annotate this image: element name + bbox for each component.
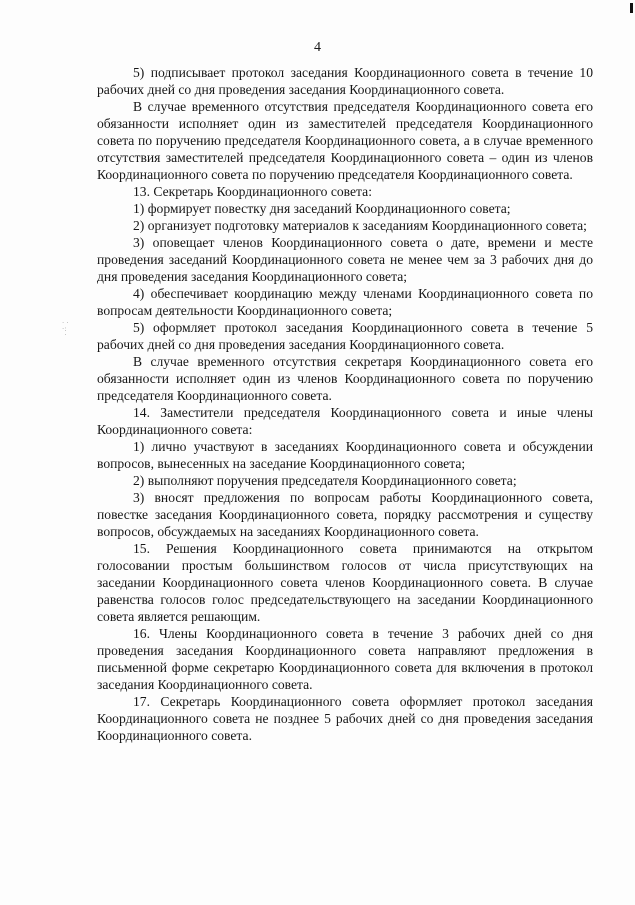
paragraph: 1) формирует повестку дня заседаний Координационного совета; <box>133 201 511 216</box>
paragraph: 4) обеспечивает координацию между членами Координационного совета по вопросам деятельности Координационного совета; <box>97 286 593 318</box>
paragraph: 17. Секретарь Координационного совета оформляет протокол заседания Координационного совета не позднее 5 рабочих дней со дня проведения заседания Координационного совета. <box>97 694 593 743</box>
scan-edge-mark <box>630 3 633 13</box>
paragraph: 3) оповещает членов Координационного совета о дате, времени и месте проведения заседаний Координационного совета не менее чем за 3 рабочих дня до дня проведения заседания Координационного совета; <box>97 235 593 284</box>
paragraph: 16. Члены Координационного совета в течение 3 рабочих дней со дня проведения заседания Координационного совета направляют предложения в письменной форме секретарю Координационного совета для включения в протокол заседания Координационного совета. <box>97 626 593 692</box>
paragraph: 1) лично участвуют в заседаниях Координационного совета и обсуждении вопросов, вынесенных на заседание Координационного совета; <box>97 439 593 471</box>
paragraph: 3) вносят предложения по вопросам работы Координационного совета, повестке заседания Координационного совета, порядку рассмотрения и существу вопросов, обсуждаемых на заседаниях Координационного совета. <box>97 490 593 539</box>
paragraph: 13. Секретарь Координационного совета: <box>133 184 372 199</box>
scan-speckles: · · ·: · <box>62 319 69 339</box>
paragraph: 2) выполняют поручения председателя Координационного совета; <box>133 473 517 488</box>
page-number: 4 <box>314 40 321 55</box>
paragraph: В случае временного отсутствия секретаря Координационного совета его обязанности исполняет один из членов Координационного совета по поручению председателя Координационного совета. <box>97 354 593 403</box>
paragraph: 5) подписывает протокол заседания Координационного совета в течение 10 рабочих дней со дня проведения заседания Координационного совета. <box>97 65 593 97</box>
paragraph: 15. Решения Координационного совета принимаются на открытом голосовании простым большинством голосов от числа присутствующих на заседании Координационного совета членов Координационного совета. В случае равенства голосов голос председательствующего на заседании Координационного совета является решающим. <box>97 541 593 624</box>
paragraph: В случае временного отсутствия председателя Координационного совета его обязанности исполняет один из заместителей председателя Координационного совета по поручению председателя Координационного совета, а в случае временного отсутствия заместителей председателя Координационного совета – один из членов Координационного совета по поручению председателя Координационного совета. <box>97 99 593 182</box>
document-body <box>97 64 593 744</box>
paragraph: 2) организует подготовку материалов к заседаниям Координационного совета; <box>133 218 587 233</box>
paragraph: 14. Заместители председателя Координационного совета и иные члены Координационного совета: <box>97 405 593 437</box>
paragraph: 5) оформляет протокол заседания Координационного совета в течение 5 рабочих дней со дня проведения заседания Координационного совета. <box>97 320 593 352</box>
